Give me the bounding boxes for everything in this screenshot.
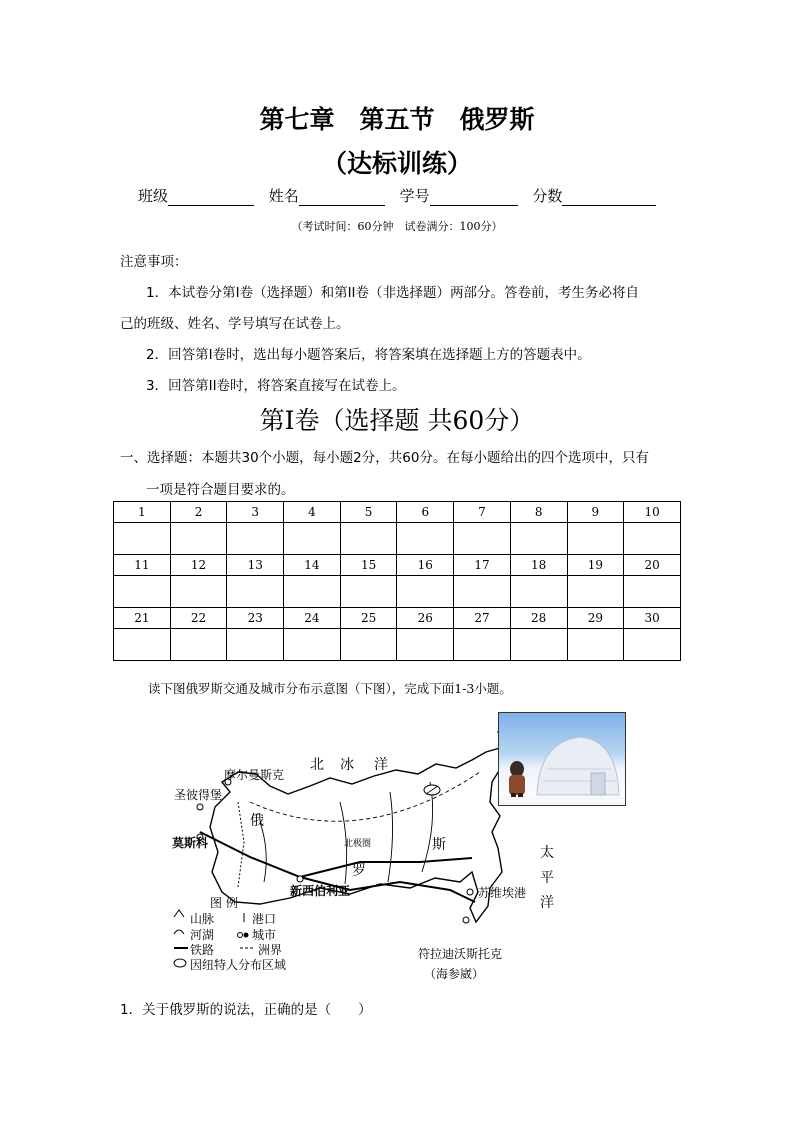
answer-cell[interactable] <box>284 629 341 661</box>
igloo-illustration <box>499 713 625 805</box>
legend-mountain: 山脉 <box>190 912 215 926</box>
route-label: 北极圈 <box>344 839 372 849</box>
city-label-sovetskaya-gavan: 苏维埃港 <box>478 886 527 900</box>
answer-cell[interactable] <box>454 576 511 608</box>
ocean-label-pacific-3: 洋 <box>540 895 554 911</box>
answer-cell[interactable] <box>170 576 227 608</box>
answer-number: 7 <box>454 502 511 523</box>
answer-cell[interactable] <box>114 523 171 555</box>
answer-number: 1 <box>114 502 171 523</box>
answer-cell[interactable] <box>227 523 284 555</box>
ocean-label-pacific-1: 太 <box>540 845 554 861</box>
answer-number: 19 <box>567 555 624 576</box>
note-item: 1．本试卷分第Ⅰ卷（选择题）和第II卷（非选择题）两部分。答卷前，考生务必将自 <box>146 285 640 301</box>
section-title: 第Ⅰ卷（选择题 共60分） <box>259 406 535 435</box>
answer-cell[interactable] <box>170 523 227 555</box>
ocean-label-pacific-2: 平 <box>540 870 554 886</box>
answer-number: 13 <box>227 555 284 576</box>
answer-number: 2 <box>170 502 227 523</box>
answer-number: 16 <box>397 555 454 576</box>
score-label: 分数 <box>532 187 563 205</box>
answer-cell[interactable] <box>567 629 624 661</box>
answer-number: 6 <box>397 502 454 523</box>
answer-cell[interactable] <box>624 629 681 661</box>
answer-number: 29 <box>567 608 624 629</box>
legend-continent-border: 洲界 <box>258 943 283 957</box>
map-intro: 读下图俄罗斯交通及城市分布示意图（下图），完成下面1-3小题。 <box>148 681 512 696</box>
answer-number: 12 <box>170 555 227 576</box>
answer-number: 5 <box>340 502 397 523</box>
legend-railway: 铁路 <box>190 943 215 957</box>
answer-number: 20 <box>624 555 681 576</box>
exam-meta: （考试时间：60分钟 试卷满分：100分） <box>291 220 503 233</box>
answer-cell[interactable] <box>340 523 397 555</box>
answer-cell[interactable] <box>114 576 171 608</box>
note-item: 己的班级、姓名、学号填写在试卷上。 <box>120 316 350 332</box>
legend-inuit: 因纽特人分布区域 <box>190 958 287 972</box>
answer-number: 22 <box>170 608 227 629</box>
legend-city: 城市 <box>252 928 277 942</box>
ocean-label-3: 洋 <box>374 757 388 773</box>
answer-number: 30 <box>624 608 681 629</box>
class-blank[interactable] <box>168 191 254 206</box>
legend-title: 图 例 <box>210 896 238 910</box>
answer-number: 11 <box>114 555 171 576</box>
document-subtitle: （达标训练） <box>321 149 472 178</box>
section-instruction-cont: 一项是符合题目要求的。 <box>146 482 295 498</box>
answer-number: 10 <box>624 502 681 523</box>
answer-cell[interactable] <box>510 523 567 555</box>
answer-cell[interactable] <box>510 576 567 608</box>
answer-cell[interactable] <box>340 576 397 608</box>
answer-cell[interactable] <box>397 629 454 661</box>
answer-cell[interactable] <box>567 523 624 555</box>
answer-cell[interactable] <box>454 523 511 555</box>
answer-cell[interactable] <box>227 629 284 661</box>
answer-number: 8 <box>510 502 567 523</box>
answer-cell[interactable] <box>227 576 284 608</box>
question-1: 1．关于俄罗斯的说法，正确的是（ ） <box>120 1002 372 1018</box>
student-info-row <box>138 185 666 206</box>
legend-port: 港口 <box>252 912 277 926</box>
answer-number: 9 <box>567 502 624 523</box>
answer-cell[interactable] <box>624 523 681 555</box>
answer-cell[interactable] <box>397 523 454 555</box>
answer-number: 4 <box>284 502 341 523</box>
city-label-novosibirsk: 新西伯利亚 <box>290 884 351 898</box>
answer-number: 27 <box>454 608 511 629</box>
city-label-haishenwei: （海参崴） <box>424 967 485 981</box>
answer-cell[interactable] <box>340 629 397 661</box>
city-label-vladivostok: 符拉迪沃斯托克 <box>418 947 503 961</box>
answer-cell[interactable] <box>114 629 171 661</box>
answer-number: 25 <box>340 608 397 629</box>
document-title: 第七章 第五节 俄罗斯 <box>259 105 535 134</box>
ocean-label-2: 冰 <box>340 757 354 773</box>
answer-cell[interactable] <box>454 629 511 661</box>
note-item: 3．回答第II卷时，将答案直接写在试卷上。 <box>146 378 406 394</box>
name-label: 姓名 <box>268 187 299 205</box>
answer-cell[interactable] <box>170 629 227 661</box>
answer-number: 28 <box>510 608 567 629</box>
city-label-murmansk: 摩尔曼斯克 <box>224 768 285 782</box>
class-label: 班级 <box>138 187 169 205</box>
answer-number: 23 <box>227 608 284 629</box>
answer-number: 17 <box>454 555 511 576</box>
city-label-moscow: 莫斯科 <box>172 836 209 850</box>
country-label-2: 罗 <box>352 863 366 879</box>
answer-table <box>113 501 681 661</box>
answer-number: 3 <box>227 502 284 523</box>
answer-cell[interactable] <box>510 629 567 661</box>
answer-cell[interactable] <box>284 523 341 555</box>
answer-number: 26 <box>397 608 454 629</box>
section-instruction: 一、选择题：本题共30个小题，每小题2分，共60分。在每小题给出的四个选项中，只有 <box>120 450 649 466</box>
city-label-st-petersburg: 圣彼得堡 <box>174 788 223 802</box>
note-item: 2．回答第Ⅰ卷时，选出每小题答案后，将答案填在选择题上方的答题表中。 <box>146 347 591 363</box>
score-blank[interactable] <box>562 191 656 206</box>
country-label-3: 斯 <box>432 837 446 853</box>
legend-river-lake: 河湖 <box>190 928 215 942</box>
answer-number: 14 <box>284 555 341 576</box>
answer-cell[interactable] <box>284 576 341 608</box>
answer-cell[interactable] <box>567 576 624 608</box>
answer-cell[interactable] <box>397 576 454 608</box>
answer-cell[interactable] <box>624 576 681 608</box>
notes-heading: 注意事项： <box>120 254 188 270</box>
country-label-1: 俄 <box>250 813 264 829</box>
answer-number: 24 <box>284 608 341 629</box>
id-label: 学号 <box>399 187 430 205</box>
answer-number: 21 <box>114 608 171 629</box>
name-blank[interactable] <box>299 191 385 206</box>
igloo-photo <box>498 712 626 806</box>
answer-number: 18 <box>510 555 567 576</box>
ocean-label-1: 北 <box>310 757 324 773</box>
answer-number: 15 <box>340 555 397 576</box>
id-blank[interactable] <box>430 191 518 206</box>
